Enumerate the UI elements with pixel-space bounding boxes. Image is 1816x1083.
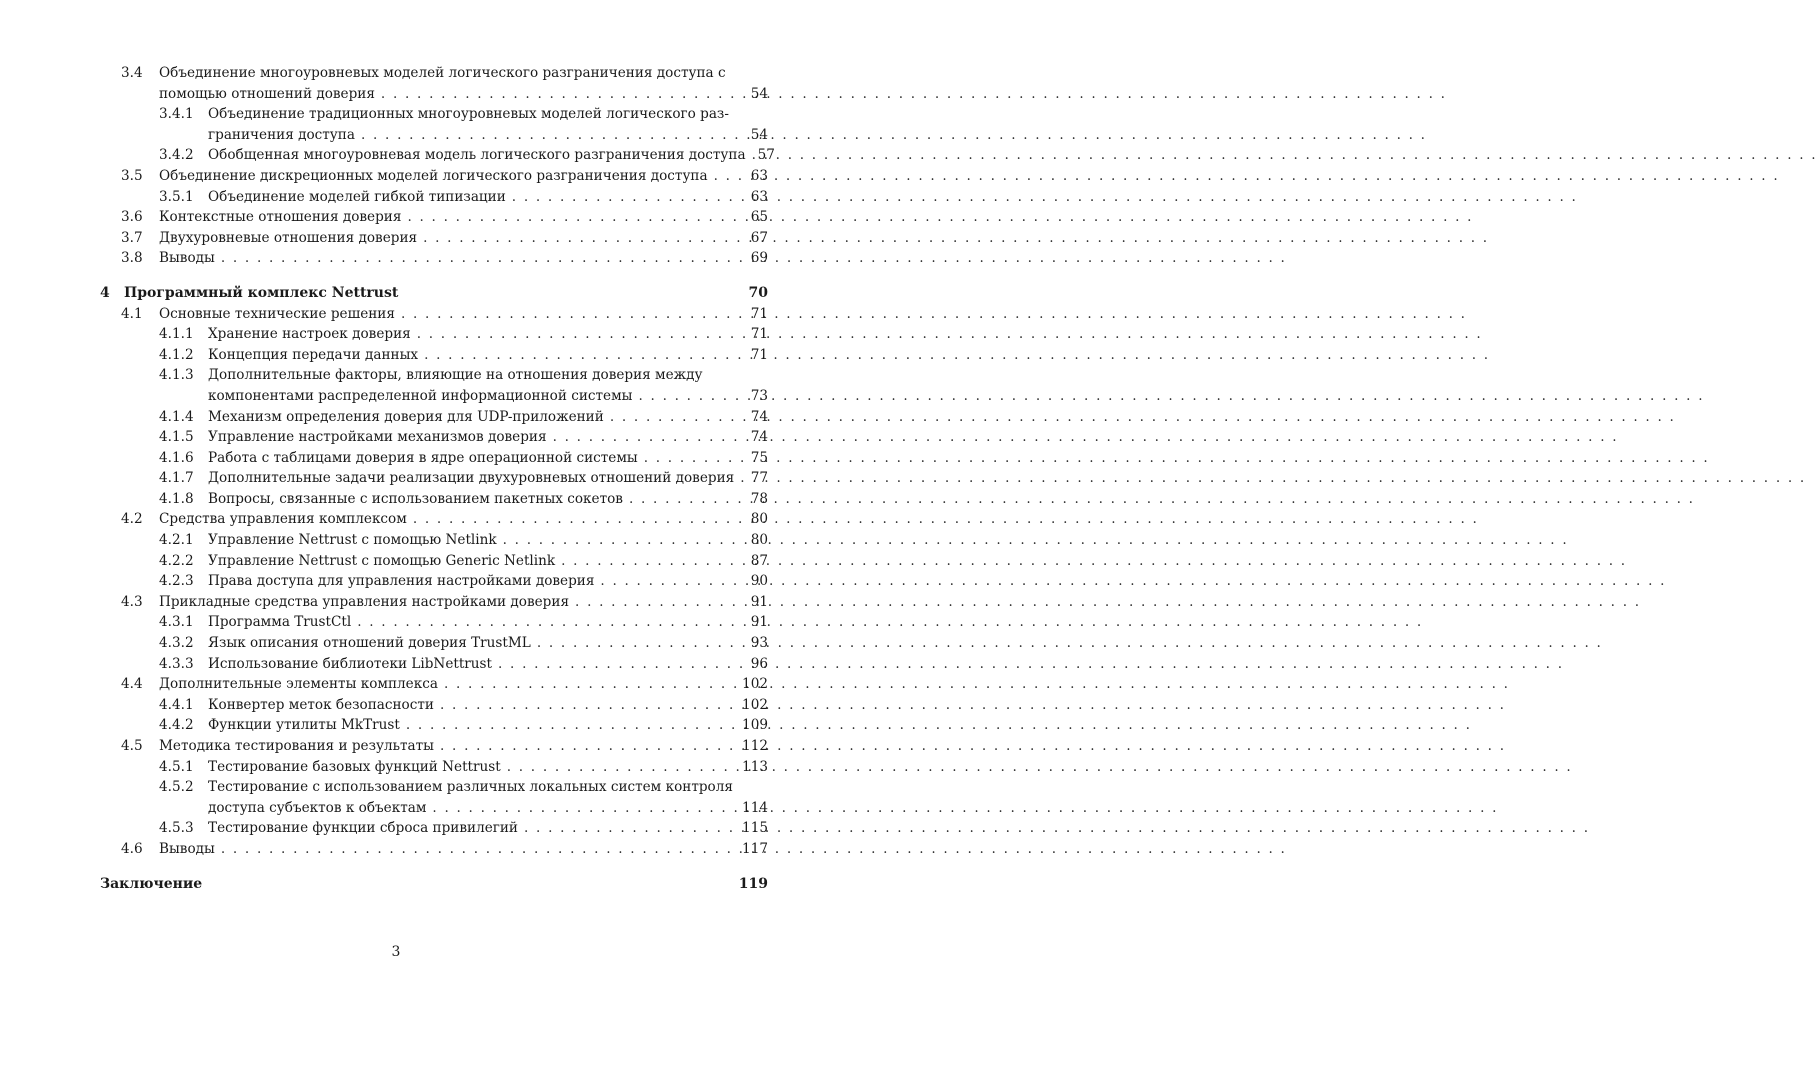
toc-entry-page: 115 [742,820,768,837]
dot-leader [518,818,736,839]
toc-entry-number: 4.2.3 [159,573,194,590]
dot-leader [426,798,736,819]
toc-entry-page: 102 [742,676,768,693]
toc-entry-number: 4.5 [121,738,143,754]
toc-entry[interactable] [0,489,792,510]
toc-entry-title: Управление настройками механизмов доверия [208,429,547,446]
dot-leader [708,166,745,187]
toc-entry[interactable] [0,757,792,778]
toc-entry-title: Концепция передачи данных [208,346,419,363]
toc-entry[interactable] [0,695,792,716]
dot-leader [604,407,745,428]
toc-entry-title: Тестирование функции сброса привилегий [208,820,518,837]
toc-entry[interactable] [0,407,792,428]
dot-leader [395,304,745,325]
toc-entry-number: 4.1 [121,305,143,322]
toc-entry-number: 4.3.1 [159,614,194,631]
toc-entry-page: 69 [750,250,768,267]
toc-entry-page: 73 [750,387,768,404]
toc-entry-number: 3.5 [121,167,143,184]
toc-entry-number: 4.1.7 [159,470,194,487]
toc-entry-page: 70 [748,284,768,301]
dot-leader [547,427,745,448]
toc-entry-title: Объединение дискреционных моделей логического разграничения доступа [159,167,708,184]
toc-entry[interactable] [0,104,792,145]
toc-entry[interactable] [0,818,792,839]
toc-entry[interactable] [0,654,792,675]
dot-leader [418,345,745,366]
toc-entry-title: Механизм определения доверия для UDP-приложений [208,408,604,425]
toc-entry[interactable] [0,612,792,633]
toc-entry-title: Хранение настроек доверия [208,326,411,343]
dot-leader [401,207,744,228]
toc-entry[interactable] [0,166,792,187]
toc-entry-page: 119 [738,875,768,892]
toc-entry[interactable] [0,228,792,249]
toc-entry-number: 4.1.4 [159,408,194,425]
toc-entry-number: 4.2.1 [159,532,194,549]
toc-entry[interactable] [0,839,792,860]
toc-entry[interactable] [0,468,792,489]
toc-entry[interactable] [0,448,792,469]
toc-entry-page: 75 [750,449,768,466]
toc-entry-title: Заключение [100,875,203,892]
toc-entry-number: 4.2.2 [159,552,194,569]
toc-entry-title: помощью отношений доверия [159,85,375,102]
dot-leader [215,248,745,269]
dot-leader [506,187,745,208]
toc-entry[interactable] [0,304,792,325]
toc-chapter-entry[interactable] [0,283,792,304]
toc-entry[interactable] [0,715,792,736]
toc-entry-title: Дополнительные задачи реализации двухуровневых отношений доверия [208,470,735,487]
toc-entry-number: 4.1.6 [159,449,194,466]
toc-entry-page: 77 [750,470,768,487]
toc-entry-title: Средства управления комплексом [159,511,407,528]
toc-entry-title: Основные технические решения [159,305,395,322]
toc-chapter-entry[interactable] [0,874,792,895]
dot-leader [497,530,745,551]
toc-entry-title-line: Объединение многоуровневых моделей логического разграничения доступа с [159,65,726,81]
toc-entry[interactable] [0,63,792,104]
toc-entry-page: 87 [750,552,768,569]
toc-entry-page: 57 [757,147,775,164]
dot-leader [531,633,745,654]
toc-entry[interactable] [0,736,792,757]
toc-entry[interactable] [0,551,792,572]
toc-entry-title: доступа субъектов к объектам [208,799,427,816]
dot-leader [594,571,744,592]
dot-leader [355,125,745,146]
toc-entry-page: 113 [742,758,768,775]
toc-entry-number: 4.1.5 [159,429,194,446]
toc-entry-page: 80 [750,532,768,549]
toc-entry-page: 71 [750,305,768,322]
toc-entry-number: 4.4 [121,676,143,693]
toc-entry[interactable] [0,345,792,366]
toc-entry[interactable] [0,324,792,345]
toc-entry-title: Обобщенная многоуровневая модель логического разграничения доступа [208,147,746,164]
toc-entry-page: 63 [750,167,768,184]
toc-entry-page: 71 [750,326,768,343]
dot-leader [555,551,745,572]
toc-entry-page: 112 [742,738,768,754]
toc-entry-number: 3.5.1 [159,188,194,205]
toc-entry-title: Тестирование базовых функций Nettrust [208,758,501,775]
toc-entry-page: 74 [750,429,768,446]
toc-entry-page: 65 [750,209,768,226]
toc-entry-page: 114 [742,799,768,816]
dot-leader [411,324,745,345]
toc-entry[interactable] [0,187,792,208]
toc-entry-number: 4.1.2 [159,346,194,363]
toc-entry-title: компонентами распределенной информационной системы [208,387,633,404]
toc-spacer [0,860,792,874]
toc-entry[interactable] [0,248,792,269]
toc-entry-title: Использование библиотеки LibNettrust [208,655,492,672]
toc-entry-title: Язык описания отношений доверия TrustML [208,635,531,652]
dot-leader [417,228,745,249]
toc-entry-number: 4.2 [121,511,143,528]
toc-entry-number: 3.7 [121,229,143,246]
toc-entry-number: 4.3 [121,593,143,610]
toc-entry-page: 102 [742,696,768,713]
toc-entry-title: Методика тестирования и результаты [159,738,434,754]
toc-entry-number: 3.8 [121,250,143,267]
dot-leader [633,386,745,407]
toc-entry[interactable] [0,571,792,592]
toc-entry-page: 67 [750,229,768,246]
toc-entry-page: 93 [750,635,768,652]
toc-entry-number: 4.3.2 [159,635,194,652]
toc-entry[interactable] [0,674,792,695]
toc-entry-number: 3.4.1 [159,106,194,123]
toc-entry-title: Выводы [159,250,215,267]
toc-entry-number: 3.4.2 [159,147,194,164]
toc-entry-title: Прикладные средства управления настройками доверия [159,593,570,610]
toc-entry-number: 3.6 [121,209,143,226]
toc-entry-page: 96 [750,655,768,672]
dot-leader [375,84,745,105]
toc-entry-title: Объединение моделей гибкой типизации [208,188,506,205]
toc-entry-page: 71 [750,346,768,363]
toc-entry-page: 91 [750,614,768,631]
dot-leader [434,736,736,757]
toc-entry-page: 74 [750,408,768,425]
toc-entry[interactable] [0,365,792,406]
toc-entry[interactable] [0,145,792,166]
toc-entry-number: 4.1.3 [159,367,194,384]
dot-leader [492,654,745,675]
toc-entry-number: 4.5.1 [159,758,194,775]
dot-leader [400,715,736,736]
toc-entry-title: Двухуровневые отношения доверия [159,229,418,246]
toc-entry-title: Дополнительные элементы комплекса [159,676,438,693]
toc-entry-title-line: Тестирование с использованием различных локальных систем контроля [208,779,733,796]
toc-entry[interactable] [0,633,792,654]
toc-entry-number: 4.5.2 [159,779,194,796]
toc-entry-number: 4.1.8 [159,490,194,507]
toc-entry-page: 91 [750,593,768,610]
toc-entry-title: Выводы [159,840,215,857]
dot-leader [215,839,736,860]
toc-entry-number: 4.4.1 [159,696,194,713]
toc-entry-number: 3.4 [121,65,143,81]
toc-entry-page: 63 [750,188,768,205]
dot-leader [623,489,745,510]
dot-leader [638,448,745,469]
toc-entry-number: 4.1.1 [159,326,194,343]
toc-entry-title: Контекстные отношения доверия [159,209,402,226]
toc-entry-page: 117 [742,840,768,857]
toc-entry[interactable] [0,530,792,551]
table-of-contents [0,63,792,894]
toc-entry-title: Права доступа для управления настройками доверия [208,573,595,590]
dot-leader [734,468,744,489]
page-number: 3 [391,944,401,960]
dot-leader [434,695,736,716]
toc-entry[interactable] [0,207,792,228]
dot-leader [569,592,745,613]
toc-entry[interactable] [0,777,792,818]
toc-entry-number: 4.5.3 [159,820,194,837]
toc-entry-title-line: Объединение традиционных многоуровневых моделей логического раз- [208,106,729,123]
toc-entry-title: граничения доступа [208,126,355,143]
toc-entry-title: Конвертер меток безопасности [208,696,434,713]
toc-entry[interactable] [0,592,792,613]
toc-entry-page: 54 [750,126,768,143]
toc-entry-page: 54 [750,85,768,102]
toc-entry-title: Работа с таблицами доверия в ядре операционной системы [208,449,638,466]
toc-entry-number: 4.4.2 [159,717,194,734]
toc-entry-title: Функции утилиты MkTrust [208,717,400,734]
toc-entry-number: 4 [100,284,110,301]
dot-leader [351,612,744,633]
toc-entry-page: 80 [750,511,768,528]
toc-spacer [0,269,792,283]
toc-entry-title: Вопросы, связанные с использованием пакетных сокетов [208,490,623,507]
toc-entry-title-line: Дополнительные факторы, влияющие на отношения доверия между [208,367,703,384]
toc-entry-number: 4.3.3 [159,655,194,672]
dot-leader [501,757,736,778]
toc-entry-page: 90 [750,573,768,590]
toc-entry-title: Программный комплекс Nettrust [124,284,399,301]
toc-entry-title: Управление Nettrust с помощью Netlink [208,532,497,549]
toc-entry-title: Управление Nettrust с помощью Generic Netlink [208,552,556,569]
toc-entry-page: 109 [742,717,768,734]
dot-leader [438,674,736,695]
toc-entry-title: Программа TrustCtl [208,614,352,631]
toc-entry[interactable] [0,509,792,530]
toc-entry-page: 78 [750,490,768,507]
toc-entry[interactable] [0,427,792,448]
toc-entry-number: 4.6 [121,840,143,857]
dot-leader [407,509,745,530]
document-page [0,0,792,1083]
